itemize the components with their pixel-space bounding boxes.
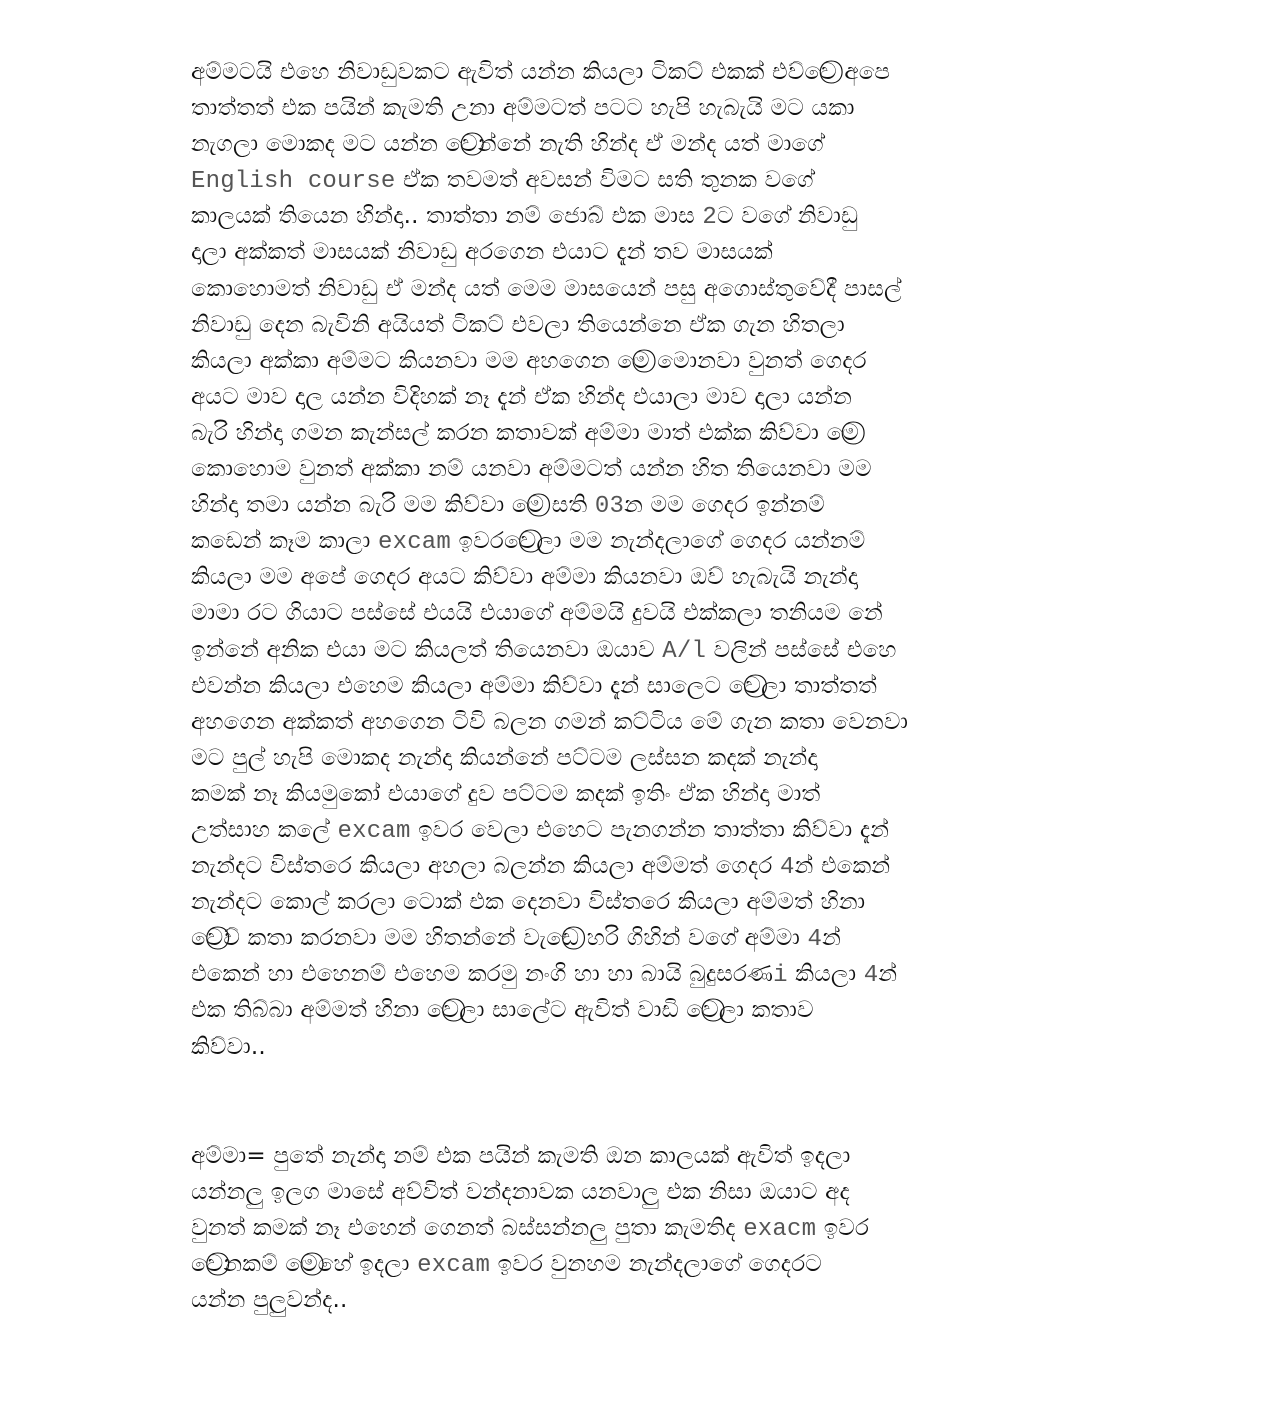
text-line: හින්දා තමා යන්න බැරි මම කිව්වා මෙ⃝ සති 03න මම ගෙදර ඉන්නම් bbox=[191, 492, 825, 521]
text-line: කොහොමත් නිවාඩු ඒ මන්ද යත් මෙම මාසයෙන් පසු අගොස්තුවේදී පාසල් bbox=[191, 275, 902, 302]
text-line: එවන්න කියලා එහෙම කියලා අම්මා කිව්වා දැන් සාලෙට වෙ⃝ලා තාත්තත් bbox=[191, 672, 878, 699]
text-line: තාත්තත් එක පයින් කැමති උනා අම්මටත් පටට හැපි හැබැයි මට යකා bbox=[191, 95, 855, 122]
text-line: දාලා අක්කත් මාසයක් නිවාඩු අරගෙන එයාට දැන් තව මාසයක් bbox=[191, 239, 773, 266]
text-line: අයට මාව දාල යන්න විදිහක් නෑ දැන් ඒක හින්ද එයාලා මාව දාලා යන්න bbox=[191, 383, 853, 410]
text-line: එකෙන් හා එහෙනම් එහෙම කරමු නංගි හා හා බායි බුදුසරණi කියලා 4න් bbox=[191, 961, 898, 990]
text-line: අම්මටයි එහෙ නිවාඩුවකට ඇවිත් යන්න කියලා ටිකට් එකක් එව්වෙ⃝ අපෙ bbox=[191, 59, 891, 85]
text-line: අහගෙන අක්කත් අහගෙන ටිවි බලන ගමන් කට්ටිය මේ ගැන කතා වෙනවා bbox=[191, 708, 909, 735]
text-line: නැන්දට කොල් කරලා ටොක් එක දෙනවා විස්තරෙ කියලා අම්මත් හිනා bbox=[191, 889, 866, 916]
text-line: කාලයක් තියෙන හින්දා.. තාත්තා නම් ජොබ් එක මාස 2ට වගේ නිවාඩු bbox=[191, 203, 859, 232]
text-line: එක තිබ්බා අම්මත් හිනා වෙ⃝ලා සාලේට ඇවිත් වාඩි වෙ⃝ලා කතාව bbox=[191, 997, 814, 1024]
text-line: කඩෙන් කෑම කාලා excam ඉවරවෙ⃝ලා මම නැන්දලාගේ ගෙදර යන්නම් bbox=[191, 528, 866, 557]
text-line: අම්මා= පුතේ නැන්දා නම් එක පයින් කැමති ඔන කාලයක් ඇවිත් ඉදලා bbox=[191, 1143, 851, 1169]
text-line: වෙ⃝නකම් මෙ⃝හේ ඉදලා excam ඉවර වුනහම නැන්දලාගේ ගෙදරට bbox=[191, 1251, 823, 1280]
text-line: වෙ⃝ව් කතා කරනවා මම හිතන්නේ වැඩෙ⃝ හරි ගිහින් වගේ අම්මා 4න් bbox=[191, 925, 842, 954]
text-line: උත්සාහ කලේ excam ඉවර වෙලා එහෙට පැනගන්න තාත්තා කිව්වා දැන් bbox=[191, 816, 890, 845]
text-line: බැරි හින්දා ගමන කැන්සල් කරන කතාවක් අම්මා මාත් එක්ක කිව්වා මෙ⃝ bbox=[191, 419, 859, 446]
text-line: කමක් නෑ කියමුකෝ එයාගේ දුව පට්ටම කදක් ඉතිං ඒක හින්දා මාත් bbox=[191, 780, 821, 807]
text-line: කිව්වා.. bbox=[191, 1033, 266, 1060]
paragraph-1 bbox=[191, 54, 1081, 1065]
text-line: English course ඒක තවමත් අවසන් විමට සති තුනක වගේ bbox=[191, 167, 814, 196]
text-line: ඉන්නේ අනික එයා මට කියලත් තියෙනවා ඔයාව A/l වලින් පස්සේ එහෙ bbox=[191, 636, 897, 665]
text-line: යන්න පුලුවන්ද.. bbox=[191, 1287, 348, 1314]
text-line: නැන්දට විස්තරෙ කියලා අහලා බලන්න කියලා අම්මත් ගෙදර 4න් එකෙන් bbox=[191, 853, 891, 882]
text-line: යන්නලු ඉලග මාසේ අව්විත් වන්දනාවක යනවාලු එක නිසා ඔයාට අද bbox=[191, 1179, 850, 1206]
text-line: මාමා රට ගියාට පස්සේ එයයි එයාගේ අම්මයි දුවයි එක්කලා තනියම නේ bbox=[191, 600, 883, 627]
text-line: වුනත් කමක් නෑ එහෙන් ගෙනත් බස්සන්නලු පුතා කැමතිද exacm ඉවර bbox=[191, 1215, 870, 1244]
text-line: නැගලා මොකද මට යන්න වෙ⃝න්නේ නැති හින්ද ඒ මන්ද යත් මාගේ bbox=[191, 131, 824, 158]
text-line: කොහොම වුනත් අක්කා නම් යනවා අම්මටත් යන්න හිත තියෙනවා මම bbox=[191, 456, 872, 483]
text-line: නිවාඩු දෙන බැවිනි අයියත් ටිකට් එවලා තියෙන්නෙ ඒක ගැන හිතලා bbox=[191, 311, 845, 338]
text-line: කියලා මම අපේ ගෙදර අයට කිව්වා අම්මා කියනවා ඔව් හැබැයි නැන්දා bbox=[191, 564, 859, 591]
text-line: කියලා අක්කා අම්මට කියනවා මම අහගෙන මෙ⃝ මොනවා වුනත් ගෙදර bbox=[191, 347, 867, 374]
paragraph-2 bbox=[191, 1138, 1081, 1318]
text-line: මට පුල් හැපි මොකද නැන්දා කියන්නේ පට්ටම ලස්සන කදක් නැන්දා bbox=[191, 744, 818, 771]
